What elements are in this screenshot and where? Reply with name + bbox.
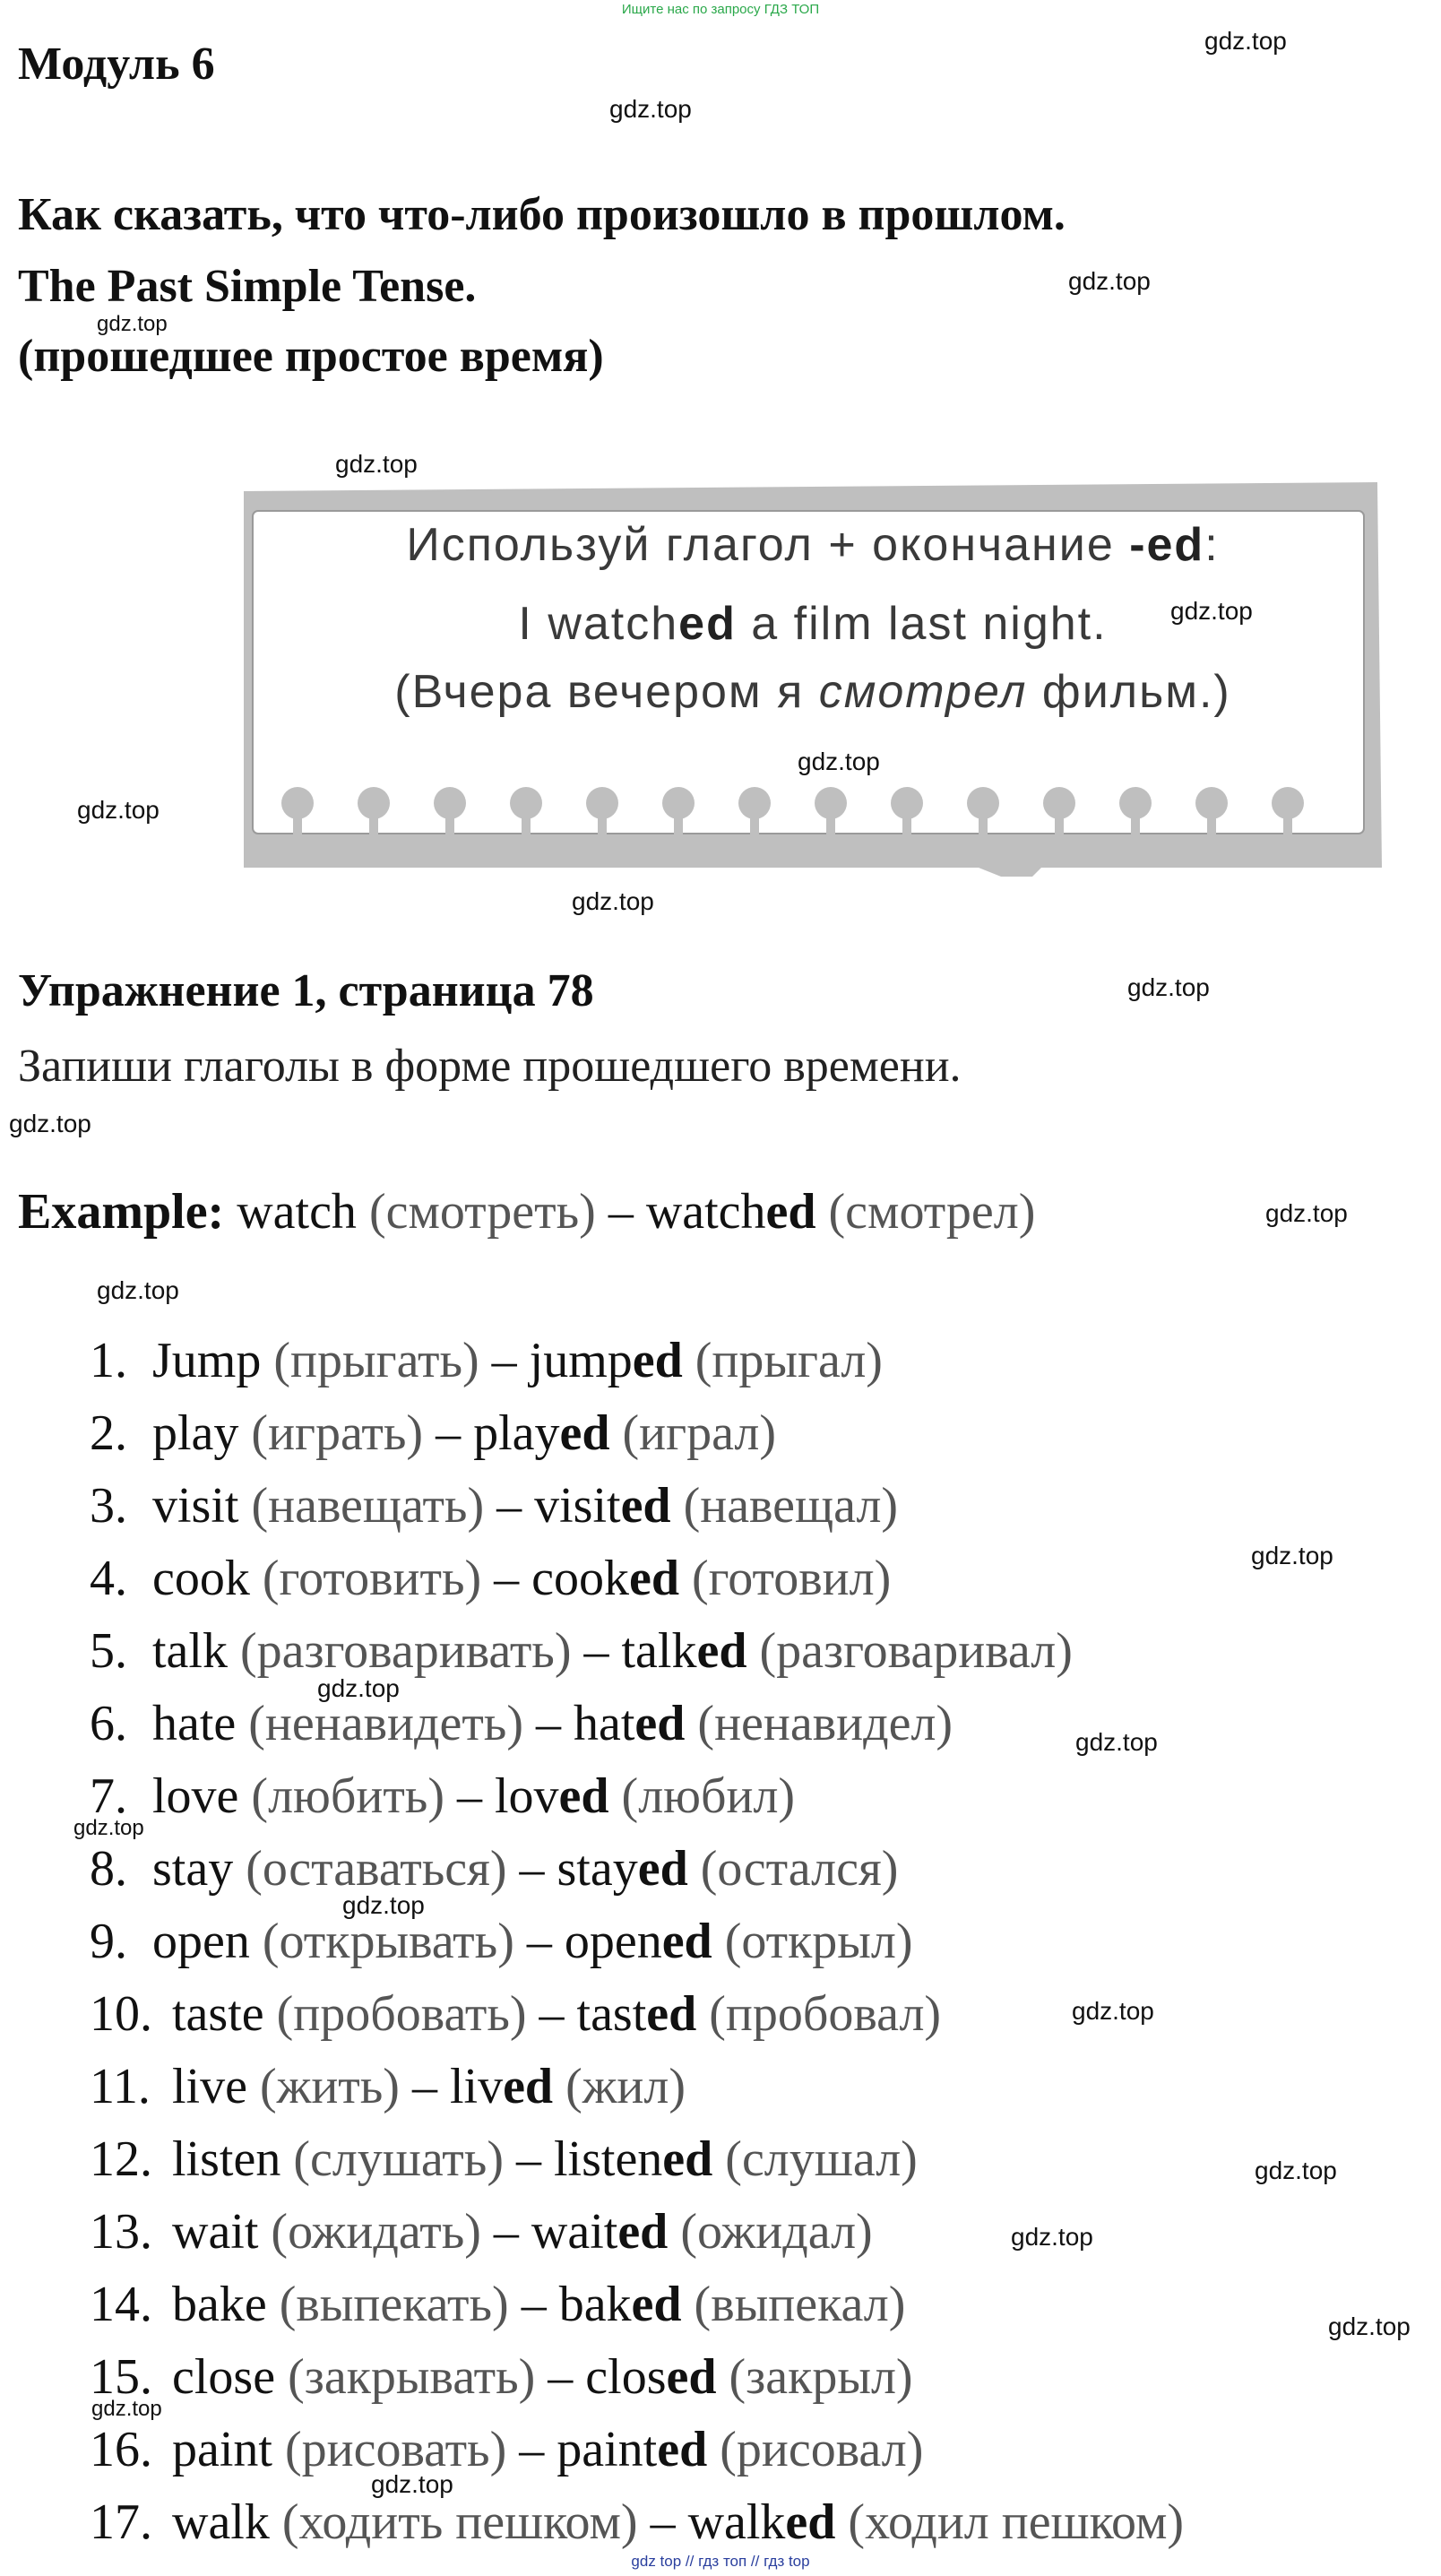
watermark-text: gdz.top bbox=[97, 312, 168, 336]
lesson-subtitle-russian: (прошедшее простое время) bbox=[18, 331, 604, 382]
perforation-stem bbox=[445, 814, 454, 835]
list-item: 4. cook (готовить) – cooked (готовил) bbox=[90, 1551, 892, 1606]
rule-card bbox=[235, 473, 1391, 877]
watermark-text: gdz.top bbox=[1328, 2312, 1411, 2340]
list-item: 10. taste (пробовать) – tasted (пробовал) bbox=[90, 1986, 942, 2042]
perforation-stem bbox=[1283, 814, 1292, 835]
list-item: 5. talk (разговаривать) – talked (разговаривал) bbox=[90, 1623, 1073, 1679]
perforation-stem bbox=[1055, 814, 1064, 835]
lesson-subtitle-english: The Past Simple Tense. bbox=[18, 261, 477, 312]
perforation-stem bbox=[902, 814, 911, 835]
list-item: 15. close (закрывать) – closed (закрыл) bbox=[90, 2349, 913, 2405]
watermark-text: gdz.top bbox=[9, 1110, 91, 1137]
watermark-text: gdz.top bbox=[317, 1674, 400, 1702]
list-item: 17. walk (ходить пешком) – walked (ходил пешком) bbox=[90, 2494, 1185, 2550]
watermark-text: gdz.top bbox=[342, 1891, 425, 1919]
perforation-stem bbox=[293, 814, 302, 835]
watermark-text: gdz.top bbox=[1204, 27, 1287, 55]
watermark-text: gdz.top bbox=[798, 748, 880, 775]
list-item: 2. play (играть) – played (играл) bbox=[90, 1405, 777, 1461]
exercise-instruction: Запиши глаголы в форме прошедшего времени. bbox=[18, 1041, 962, 1092]
perforation-stem bbox=[1131, 814, 1140, 835]
watermark-text: gdz.top bbox=[97, 1276, 179, 1304]
rule-line-2: I watched a film last night. bbox=[518, 598, 1108, 650]
perforation-stem bbox=[750, 814, 759, 835]
perforation-stem bbox=[826, 814, 835, 835]
watermark-text: gdz.top bbox=[73, 1816, 144, 1840]
list-item: 8. stay (оставаться) – stayed (остался) bbox=[90, 1841, 899, 1897]
perforation-stem bbox=[369, 814, 378, 835]
list-item: 12. listen (слушать) – listened (слушал) bbox=[90, 2131, 918, 2187]
top-promo-link[interactable]: Ищите нас по запросу ГДЗ ТОП bbox=[621, 2, 820, 17]
module-title: Модуль 6 bbox=[18, 39, 215, 90]
example-line: Example: watch (смотреть) – watched (смотрел) bbox=[18, 1184, 1036, 1240]
list-item: 3. visit (навещать) – visited (навещал) bbox=[90, 1478, 899, 1534]
list-item: 16. paint (рисовать) – painted (рисовал) bbox=[90, 2422, 924, 2477]
rule-ending: -ed bbox=[1129, 519, 1205, 571]
list-item: 11. live (жить) – lived (жил) bbox=[90, 2059, 686, 2114]
rule-line-1: Используй глагол + окончание -ed: bbox=[406, 519, 1220, 571]
watermark-text: gdz.top bbox=[1251, 1542, 1333, 1569]
perforation-stem bbox=[1207, 814, 1216, 835]
exercise-title: Упражнение 1, страница 78 bbox=[18, 965, 594, 1016]
watermark-text: gdz.top bbox=[1068, 267, 1151, 295]
list-item: 9. open (открывать) – opened (открыл) bbox=[90, 1914, 913, 1969]
list-item: 14. bake (выпекать) – baked (выпекал) bbox=[90, 2277, 906, 2332]
watermark-text: gdz.top bbox=[1170, 597, 1253, 625]
perforation-stem bbox=[979, 814, 988, 835]
watermark-text: gdz.top bbox=[91, 2397, 162, 2421]
watermark-text: gdz.top bbox=[1265, 1199, 1348, 1227]
watermark-text: gdz.top bbox=[1075, 1728, 1158, 1756]
watermark-text: gdz.top bbox=[1072, 1997, 1154, 2025]
perforation-stem bbox=[522, 814, 531, 835]
watermark-text: gdz.top bbox=[1011, 2223, 1093, 2251]
watermark-text: gdz.top bbox=[77, 796, 160, 824]
watermark-text: gdz.top bbox=[572, 887, 654, 915]
list-item: 13. wait (ожидать) – waited (ожидал) bbox=[90, 2204, 873, 2260]
lesson-title: Как сказать, что что-либо произошло в прошлом. bbox=[18, 189, 1066, 240]
watermark-text: gdz.top bbox=[609, 95, 692, 123]
list-item: 6. hate (ненавидеть) – hated (ненавидел) bbox=[90, 1696, 953, 1751]
watermark-text: gdz.top bbox=[1127, 973, 1210, 1001]
list-item: 1. Jump (прыгать) – jumped (прыгал) bbox=[90, 1333, 883, 1388]
rule-line-3: (Вчера вечером я смотрел фильм.) bbox=[394, 666, 1231, 718]
perforation-stem bbox=[674, 814, 683, 835]
perforation-stem bbox=[598, 814, 607, 835]
watermark-text: gdz.top bbox=[335, 450, 418, 478]
bottom-links[interactable]: gdz top // гдз топ // гдз top bbox=[631, 2553, 810, 2570]
list-item: 7. love (любить) – loved (любил) bbox=[90, 1768, 796, 1824]
watermark-text: gdz.top bbox=[371, 2470, 453, 2498]
watermark-text: gdz.top bbox=[1255, 2157, 1337, 2184]
verb-list bbox=[90, 1325, 1184, 2559]
